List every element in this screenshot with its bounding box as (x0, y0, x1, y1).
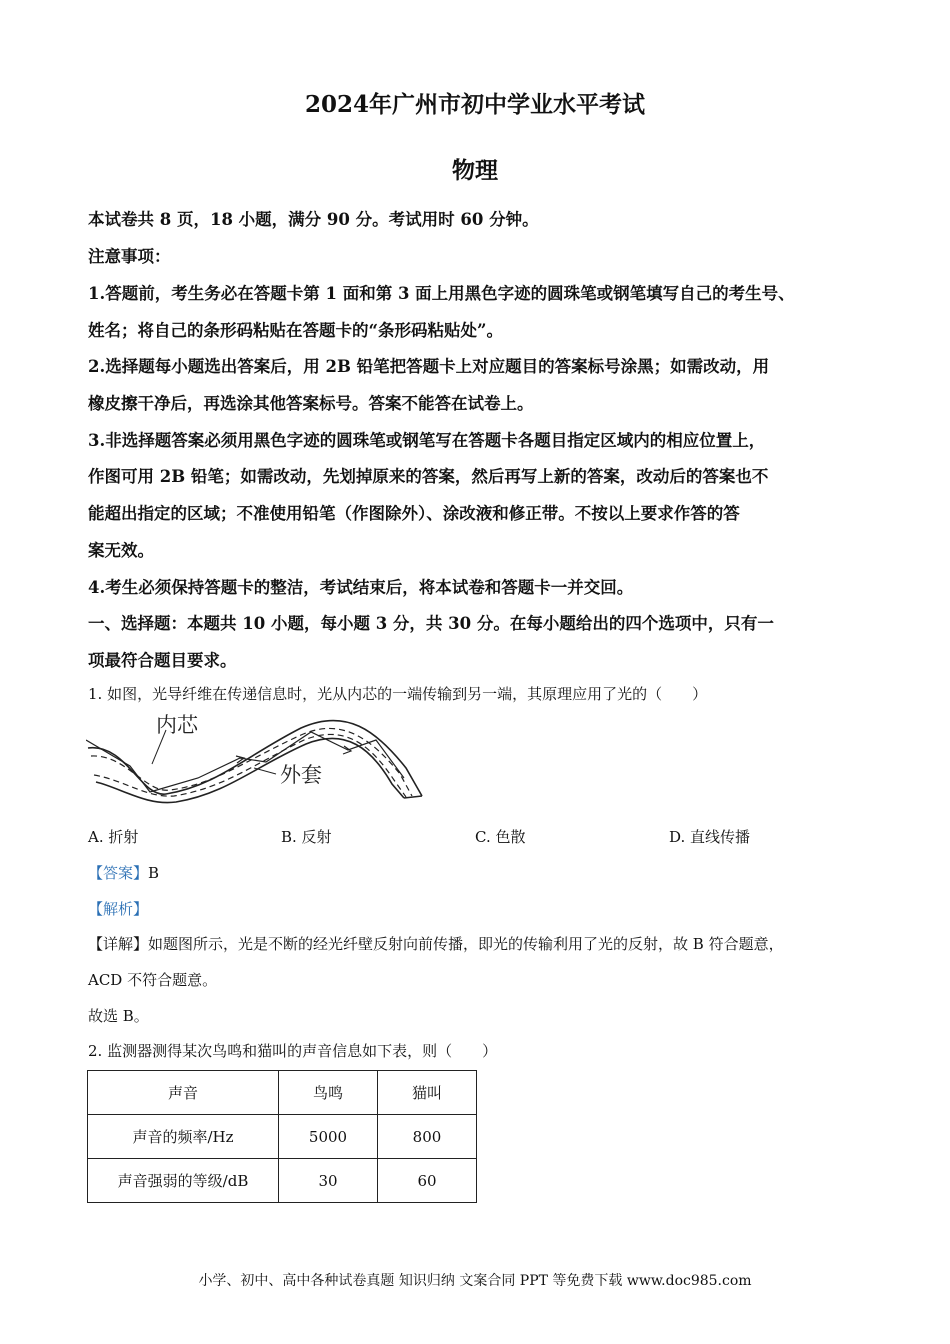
detail-text: 如题图所示，光是不断的经光纤壁反射向前传播，即光的传输利用了光的反射，故 B 符合题意， (148, 935, 784, 953)
q1-stem: 1. 如图，光导纤维在传递信息时，光从内芯的一端传输到另一端，其原理应用了光的（ ） (88, 685, 708, 703)
note-line: 能超出指定的区域；不准使用铅笔（作图除外）、涂改液和修正带。不按以上要求作答的答 (88, 504, 740, 523)
q1-conclusion: 故选 B。 (88, 1007, 149, 1025)
core-lower-dashed (94, 734, 406, 797)
q1-detail (88, 933, 784, 954)
subject-title: 物理 (452, 157, 498, 184)
q1-detail-cont: ACD 不符合题意。 (88, 971, 218, 989)
note-line: 姓名；将自己的条形码粘贴在答题卡的“条形码粘贴处”。 (88, 321, 503, 340)
q1-option-d: D. 直线传播 (669, 828, 751, 846)
fiber-end-cap (404, 796, 422, 798)
table-cell: 声音强弱的等级/dB (88, 1159, 279, 1203)
q1-answer (88, 862, 159, 883)
q1-option-c: C. 色散 (475, 828, 526, 846)
table-cell: 声音的频率/Hz (88, 1115, 279, 1159)
note-line: 3.非选择题答案必须用黑色字迹的圆珠笔或钢笔写在答题卡各题目指定区域内的相应位置上， (88, 431, 766, 450)
fiber-upper-edge (88, 720, 422, 796)
table-header-cell: 鸟鸣 (279, 1071, 378, 1115)
table-row (88, 1159, 477, 1203)
table-cell: 800 (378, 1115, 477, 1159)
table-header-cell: 猫叫 (378, 1071, 477, 1115)
sheath-leader-line (254, 768, 276, 774)
notes-heading: 注意事项： (88, 247, 171, 266)
exam-title: 2024年广州市初中学业水平考试 (304, 91, 645, 118)
note-line: 1.答题前，考生务必在答题卡第 1 面和第 3 面上用黑色字迹的圆珠笔或钢笔填写自己的考生号、 (88, 284, 795, 303)
answer-tag: 【答案】 (88, 864, 149, 882)
note-line: 橡皮擦干净后，再选涂其他答案标号。答案不能答在试卷上。 (88, 394, 534, 413)
table-row (88, 1115, 477, 1159)
exam-intro: 本试卷共 8 页，18 小题，满分 90 分。考试用时 60 分钟。 (88, 210, 539, 229)
answer-value: B (148, 864, 160, 882)
note-line: 4.考生必须保持答题卡的整洁，考试结束后，将本试卷和答题卡一并交回。 (88, 578, 634, 597)
q1-option-b: B. 反射 (281, 828, 332, 846)
analysis-tag: 【解析】 (88, 900, 149, 918)
section-heading: 一、选择题：本题共 10 小题，每小题 3 分，共 30 分。在每小题给出的四个选项中，只有一 (88, 614, 774, 633)
optical-fiber-diagram (86, 708, 426, 804)
light-ray-path (86, 732, 404, 792)
core-label: 内芯 (156, 713, 198, 737)
note-line: 2.选择题每小题选出答案后，用 2B 铅笔把答题卡上对应题目的答案标号涂黑；如需改动，用 (88, 357, 770, 376)
q1-option-a: A. 折射 (88, 828, 139, 846)
sound-table (87, 1070, 477, 1203)
page-footer: 小学、初中、高中各种试卷真题 知识归纳 文案合同 PPT 等免费下载 www.doc985.com (198, 1273, 752, 1289)
table-cell: 60 (378, 1159, 477, 1203)
detail-tag: 【详解】 (88, 935, 149, 953)
fiber-lower-edge (96, 738, 404, 802)
sheath-label: 外套 (280, 763, 322, 787)
table-header-cell: 声音 (88, 1071, 279, 1115)
table-header-row (88, 1071, 477, 1115)
table-cell: 5000 (279, 1115, 378, 1159)
table-cell: 30 (279, 1159, 378, 1203)
core-upper-dashed (91, 728, 412, 796)
section-heading: 项最符合题目要求。 (88, 651, 237, 670)
q2-stem: 2. 监测器测得某次鸟鸣和猫叫的声音信息如下表，则（ ） (88, 1042, 498, 1060)
note-line: 作图可用 2B 铅笔；如需改动，先划掉原来的答案，然后再写上新的答案，改动后的答案也不 (88, 467, 769, 486)
note-line: 案无效。 (88, 541, 154, 560)
